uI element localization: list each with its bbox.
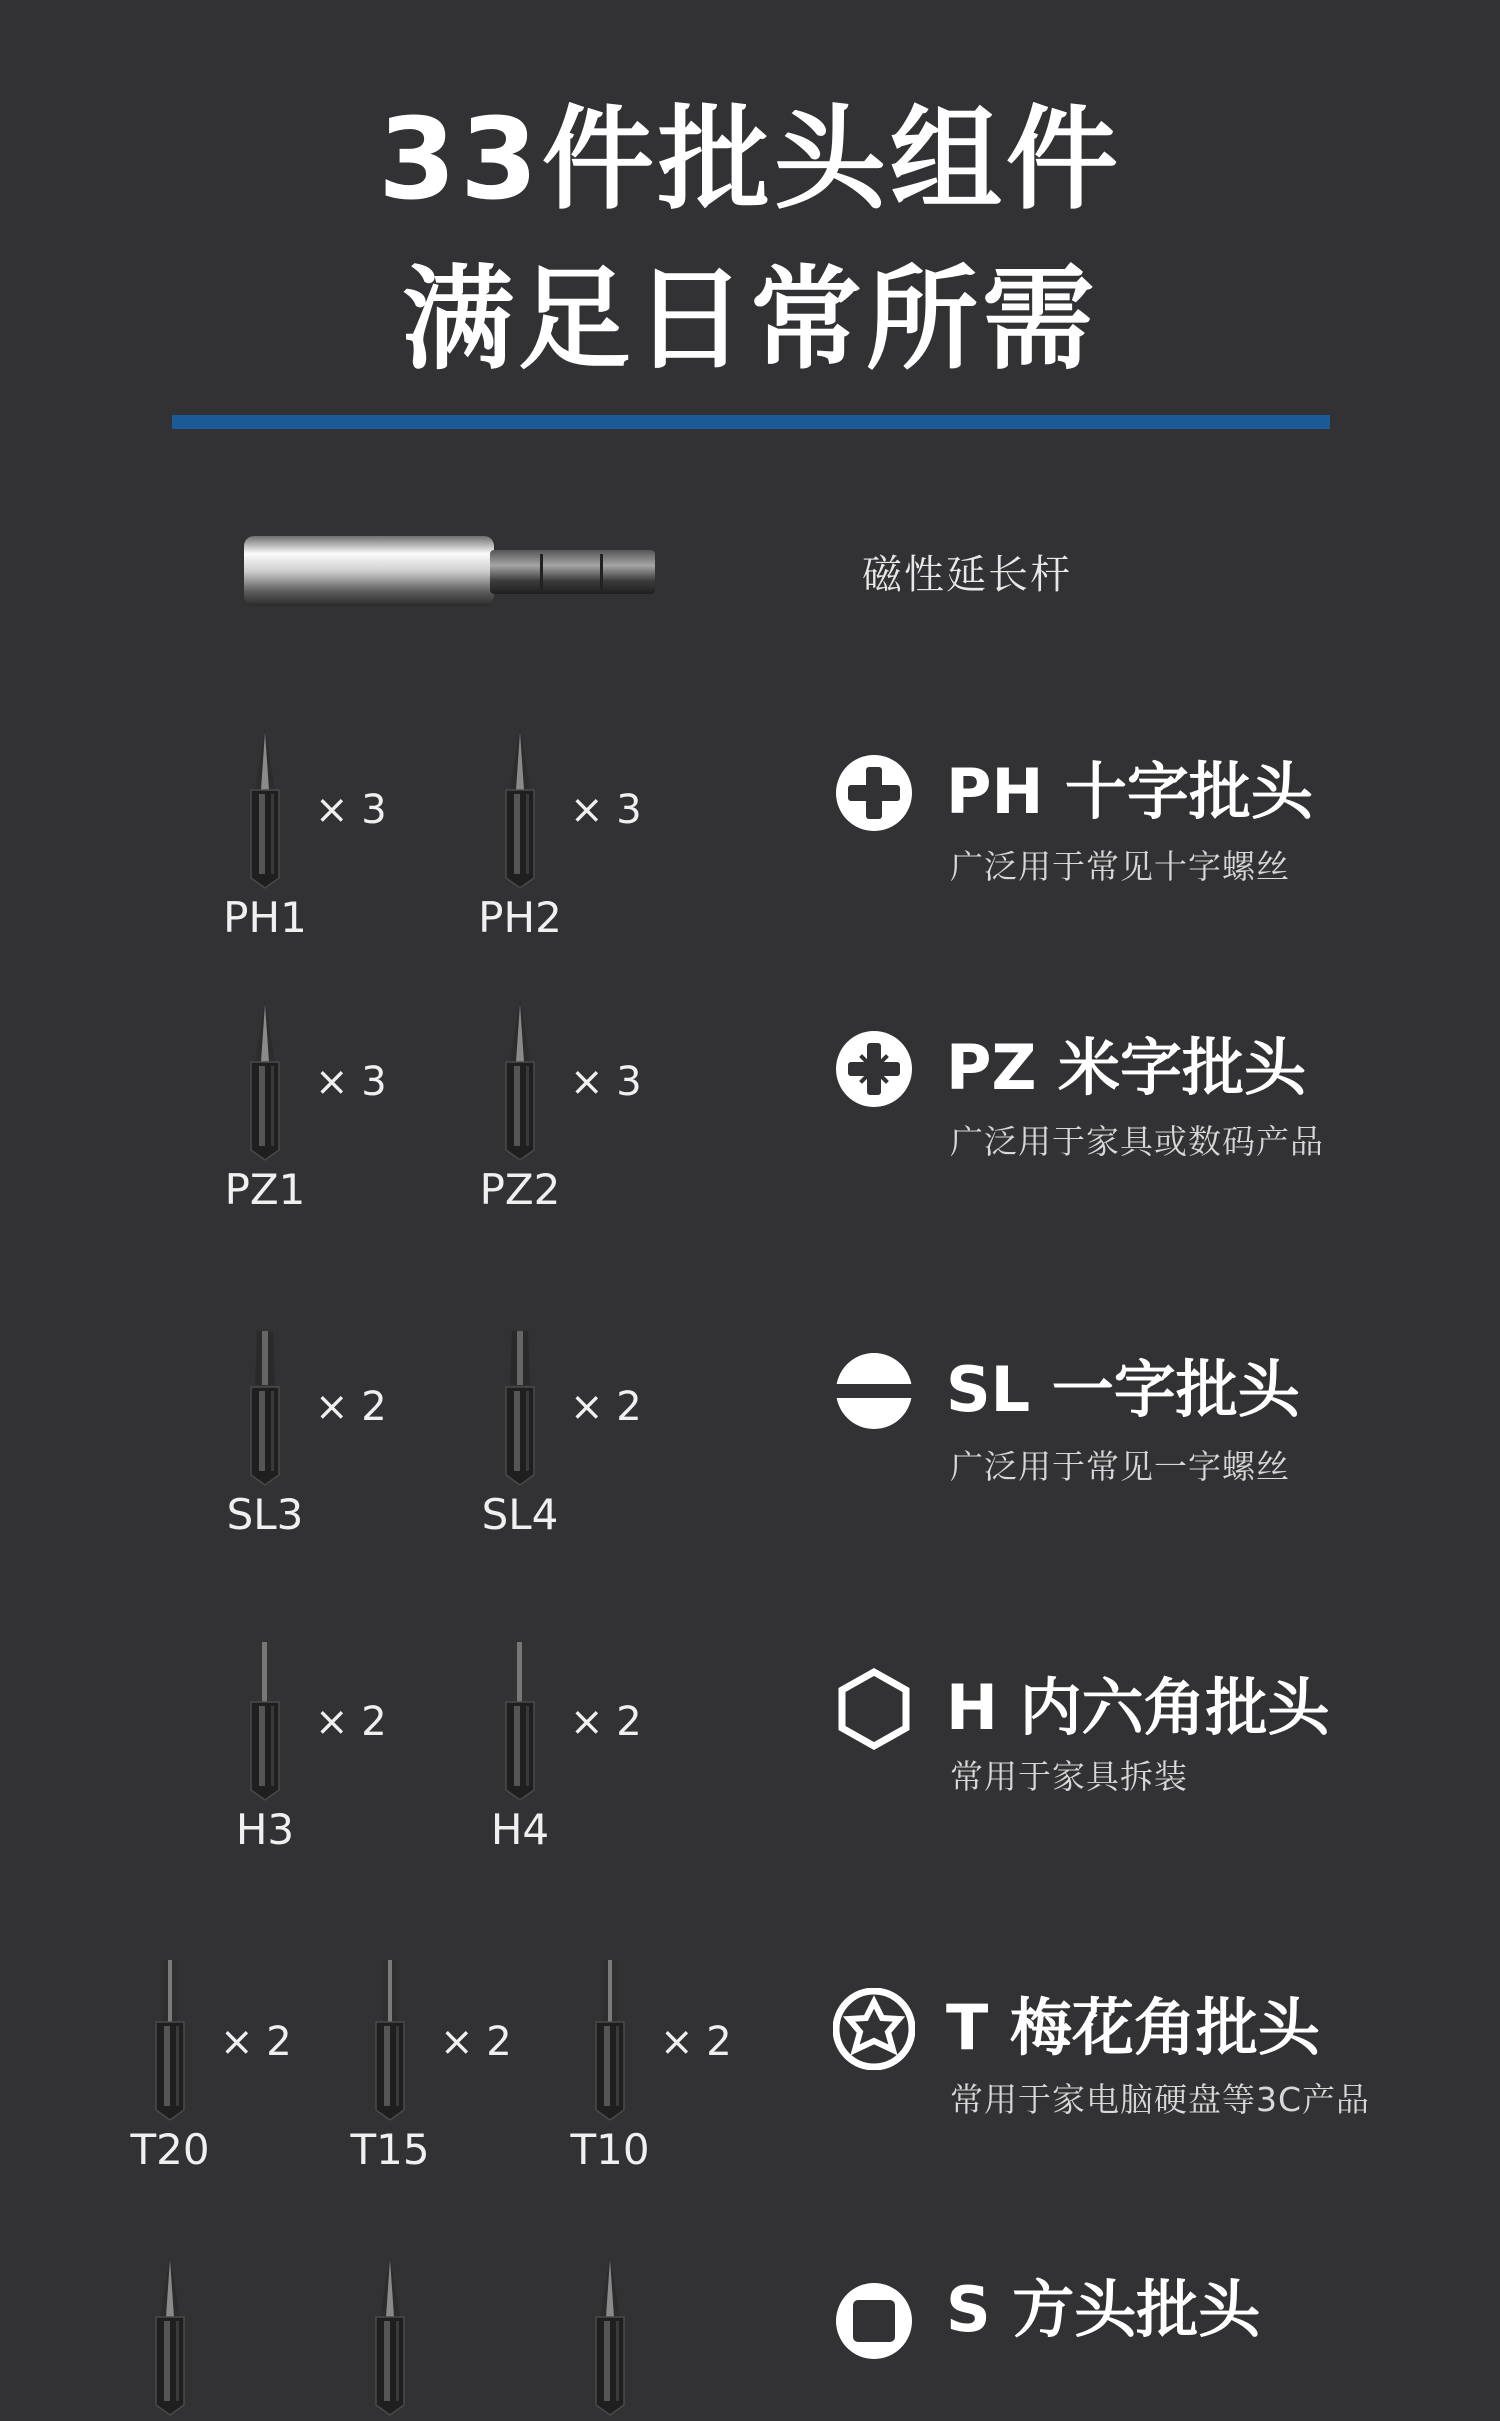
bit-quantity: × 2 [440,2019,512,2065]
extension-bar-label: 磁性延长杆 [862,552,1072,598]
bit-quantity: × 2 [570,1699,642,1745]
bit-image-t20 [150,1960,190,2126]
bit-code-label: PH2 [478,893,562,942]
pozidriv-icon [833,1028,915,1110]
bit-type-title: H 内六角批头 [946,1671,1330,1744]
bit-code-label: T10 [570,2125,650,2174]
bit-type-title: PZ 米字批头 [946,1031,1306,1104]
bit-code-label: PZ1 [224,1165,306,1214]
bit-type-title: T 梅花角批头 [946,1991,1320,2064]
bit-type-title: PH 十字批头 [946,755,1313,828]
bit-image-h3 [245,1640,285,1806]
bit-image-ph2 [500,728,540,894]
bit-quantity: × 3 [315,787,387,833]
bit-quantity: × 2 [570,1384,642,1430]
bit-type-description: 广泛用于常见十字螺丝 [950,847,1290,886]
phillips-icon [833,752,915,834]
square-icon [833,2280,915,2362]
bit-type-description: 广泛用于常见一字螺丝 [950,1447,1290,1486]
accent-divider [172,415,1330,429]
bit-code-label: H3 [235,1805,295,1854]
bit-image-t10 [590,1960,630,2126]
bit-image-pz1 [245,1000,285,1166]
bit-code-label: H4 [490,1805,550,1854]
bit-type-title: SL 一字批头 [946,1353,1300,1426]
bit-code-label: PH1 [223,893,307,942]
bit-type-description: 常用于家电脑硬盘等3C产品 [950,2080,1371,2119]
bit-image-t15 [370,1960,410,2126]
bit-code-label: T20 [130,2125,210,2174]
bit-image-pz2 [500,1000,540,1166]
page-title-line1: 33件批头组件 [378,95,1122,225]
bit-image-square-3 [590,2255,630,2421]
bit-quantity: × 3 [315,1059,387,1105]
bit-code-label: SL4 [481,1490,559,1539]
bit-image-sl4 [500,1325,540,1491]
slotted-icon [833,1350,915,1432]
bit-quantity: × 3 [570,1059,642,1105]
bit-quantity: × 2 [315,1384,387,1430]
hex-icon [833,1668,915,1750]
page-title-line2: 满足日常所需 [402,255,1098,385]
bit-image-ph1 [245,728,285,894]
torx-icon [833,1988,915,2070]
bit-quantity: × 2 [315,1699,387,1745]
bit-quantity: × 2 [660,2019,732,2065]
bit-type-title: S 方头批头 [946,2273,1261,2346]
bit-code-label: SL3 [226,1490,304,1539]
extension-bar-image [240,530,670,612]
bit-image-square-2 [370,2255,410,2421]
bit-image-square-1 [150,2255,190,2421]
bit-code-label: PZ2 [479,1165,561,1214]
bit-quantity: × 2 [220,2019,292,2065]
bit-type-description: 常用于家具拆装 [950,1757,1188,1796]
bit-quantity: × 3 [570,787,642,833]
bit-image-h4 [500,1640,540,1806]
bit-type-description: 广泛用于家具或数码产品 [950,1122,1324,1161]
bit-code-label: T15 [350,2125,430,2174]
bit-image-sl3 [245,1325,285,1491]
